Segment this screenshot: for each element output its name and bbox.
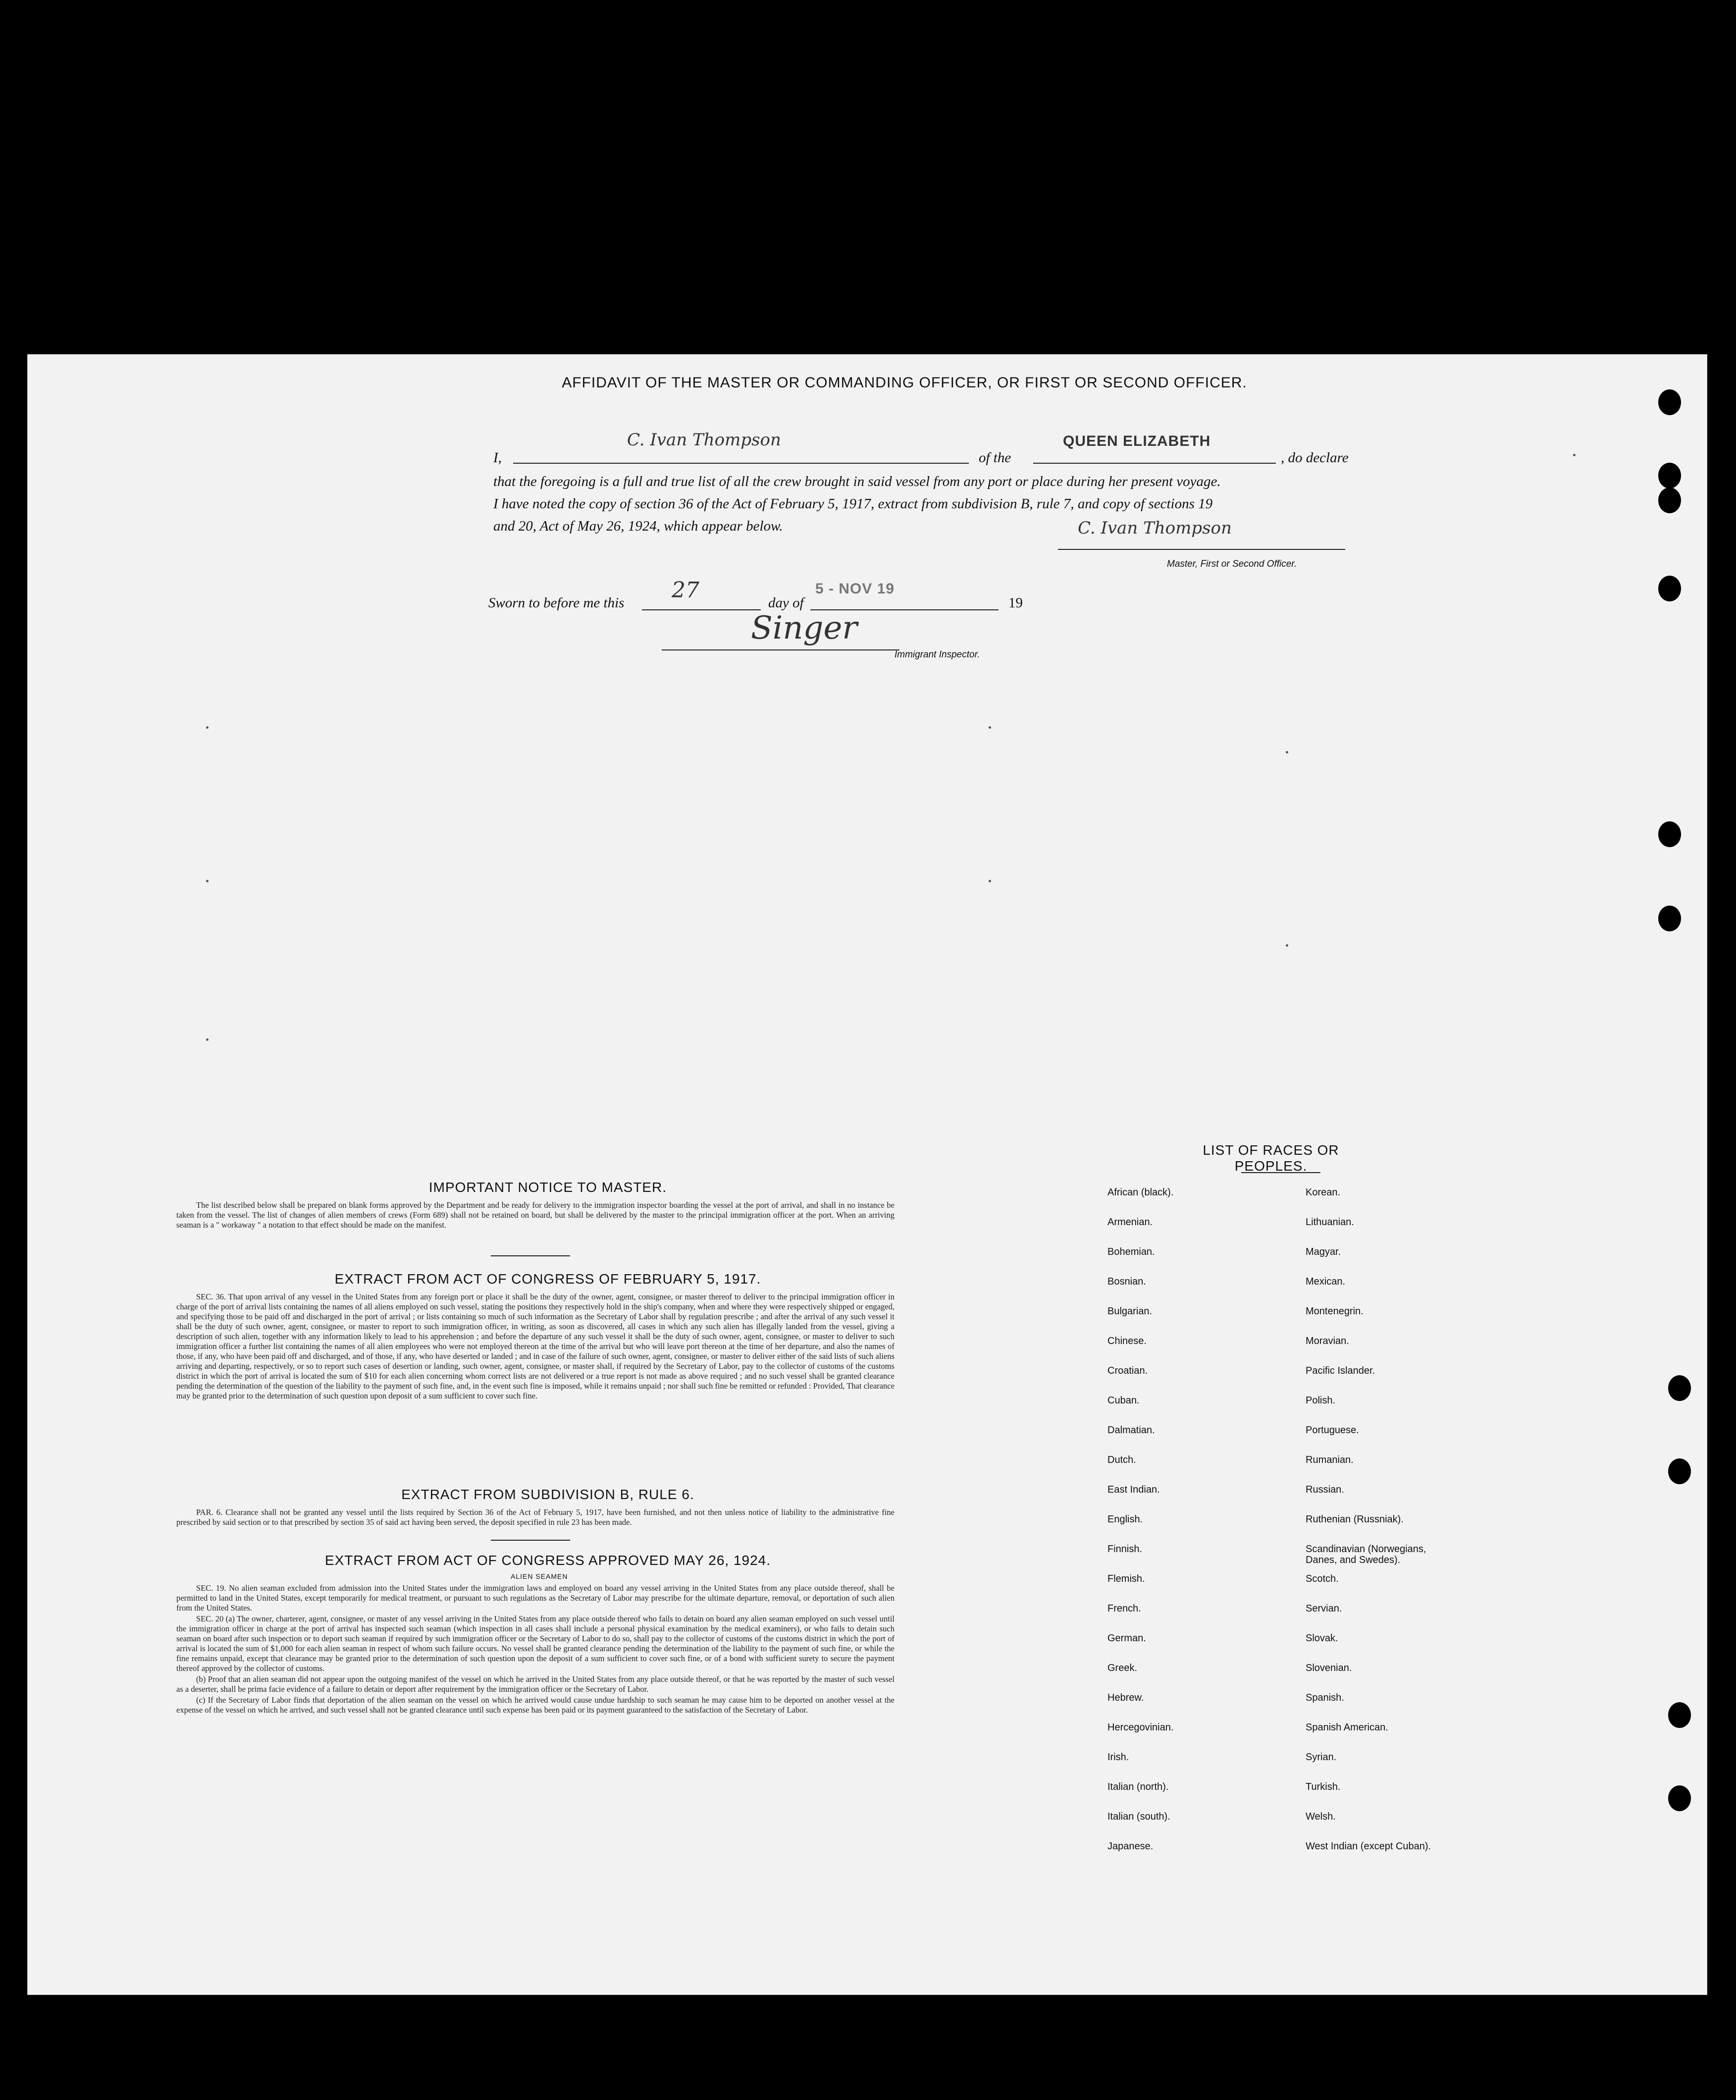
extract-1924-text (176, 1583, 894, 1716)
notice-paragraph: The list described below shall be prepared on blank forms approved by the Department and be ready for delivery to the immigration inspector boarding the vessel at the port of arrival, and shall in no instance be taken from the vessel. The list of changes of alien members of crews (Form 689) shall not be retained on board, but shall be delivered by the master to the principal immigration officer at the port. When an arriving seaman is a " workaway " a notation to that effect should be made on the manifest. (176, 1200, 894, 1230)
race-item: English. (1107, 1514, 1143, 1525)
binder-hole (1668, 1375, 1691, 1401)
race-item: Finnish. (1107, 1544, 1143, 1555)
binder-hole (1668, 1702, 1691, 1728)
binder-hole (1668, 1785, 1691, 1811)
binder-hole (1658, 576, 1681, 601)
sworn-day-line (642, 609, 761, 610)
rule6-text (176, 1508, 894, 1528)
margin-dot (989, 726, 991, 729)
margin-dot (206, 1038, 209, 1041)
race-item: Scotch. (1306, 1573, 1339, 1584)
margin-dot (1573, 454, 1576, 456)
race-item: Japanese. (1107, 1841, 1154, 1852)
race-item: Bosnian. (1107, 1276, 1146, 1287)
race-item: Italian (north). (1107, 1781, 1169, 1792)
affidavit-title: AFFIDAVIT OF THE MASTER OR COMMANDING OFFICER, OR FIRST OR SECOND OFFICER. (562, 375, 1247, 391)
affidavit-line4: and 20, Act of May 26, 1924, which appear below. (493, 518, 783, 534)
race-item: Turkish. (1306, 1781, 1341, 1792)
race-item: Welsh. (1306, 1811, 1336, 1822)
inspector-signature-line (662, 649, 899, 650)
extract-1924-title: EXTRACT FROM ACT OF CONGRESS APPROVED MAY 26, 1924. (324, 1553, 771, 1568)
vessel-name-stamp: QUEEN ELIZABETH (1063, 433, 1211, 449)
binder-hole (1668, 1458, 1691, 1484)
master-signature-line (1058, 549, 1345, 550)
race-item: Croatian. (1107, 1365, 1148, 1376)
races-title: LIST OF RACES OR PEOPLES. (1203, 1142, 1339, 1174)
race-item: Italian (south). (1107, 1811, 1170, 1822)
race-item: Dalmatian. (1107, 1425, 1155, 1436)
binder-hole (1658, 906, 1681, 931)
affidavit-line2: that the foregoing is a full and true list of all the crew brought in said vessel from any port or place during her present voyage. (493, 474, 1221, 489)
notice-title: IMPORTANT NOTICE TO MASTER. (428, 1180, 667, 1195)
race-item: Bulgarian. (1107, 1306, 1153, 1317)
race-item: Lithuanian. (1306, 1217, 1354, 1228)
of-the-label: of the (979, 450, 1011, 466)
race-item: West Indian (except Cuban). (1306, 1841, 1431, 1852)
sworn-day-of: day of (768, 595, 804, 611)
binder-hole (1658, 389, 1681, 415)
binder-hole (1658, 487, 1681, 513)
race-item: Polish. (1306, 1395, 1336, 1406)
margin-dot (1286, 751, 1288, 754)
margin-dot (206, 880, 209, 882)
race-item: Slovenian. (1306, 1663, 1352, 1673)
binder-hole (1658, 821, 1681, 847)
race-item: Flemish. (1107, 1573, 1145, 1584)
races-divider (1241, 1172, 1320, 1173)
race-item: Spanish. (1306, 1692, 1344, 1703)
section-20a-paragraph: SEC. 20 (a) The owner, charterer, agent, consignee, or master of any vessel arriving in the United States from any place outside thereof who fails to detain on board any alien seaman employed on such vessel until the immigration officer in charge at the port of arrival has inspected such seaman (which inspection in all cases shall include a personal physical examination by the medical examiners), or who fails to detain such seaman on board after such inspection or to deport such seaman if required by such immigration officer or the Secretary of Labor to do so, shall pay to the collector of customs of the customs district in which the port of arrival is located the sum of $1,000 for each alien seaman in respect of whom such failure occurs. No vessel shall be granted clearance pending the determination of the liability to the payment of such fine, or while the fine remains unpaid, except that clearance may be granted prior to the determination of such question upon the deposit of a sum sufficient to cover such fine, or of a bond with sufficient surety to secure the payment thereof approved by the collector of customs. (176, 1614, 894, 1673)
affidavit-prefix: I, (493, 450, 502, 466)
race-item: Spanish American. (1306, 1722, 1388, 1733)
document-page (27, 354, 1707, 1995)
rule6-paragraph: PAR. 6. Clearance shall not be granted any vessel until the lists required by Section 36 of the Act of February 5, 1917, have been furnished, and not then unless notice of liability to the administrative fine prescribed by said section or to that prescribed by section 35 of said act having been served, the deposit specified in rule 23 has been made. (176, 1508, 894, 1527)
race-item: East Indian. (1107, 1484, 1160, 1495)
sworn-year: 19 (1008, 595, 1023, 611)
margin-dot (1286, 944, 1288, 947)
affidavit-line3: I have noted the copy of section 36 of the Act of February 5, 1917, extract from subdivision B, rule 7, and copy of sections 19 (493, 496, 1213, 512)
race-item: Portuguese. (1306, 1425, 1359, 1436)
race-item: Syrian. (1306, 1752, 1337, 1763)
sworn-prefix: Sworn to before me this (488, 595, 625, 611)
section-20b-paragraph: (b) Proof that an alien seaman did not appear upon the outgoing manifest of the vessel on which he arrived in the United States from any place outside thereof, or that he was reported by the master of such vessel as a deserter, shall be prima facie evidence of a failure to detain or deport after requirement by the immigration officer or the Secretary of Labor. (176, 1674, 894, 1694)
do-declare-label: , do declare (1281, 450, 1349, 466)
race-item: Greek. (1107, 1663, 1138, 1673)
race-item: Bohemian. (1107, 1246, 1155, 1257)
race-item: Ruthenian (Russniak). (1306, 1514, 1404, 1525)
master-signature: C. Ivan Thompson (1078, 518, 1232, 538)
inspector-signature: Singer (751, 610, 857, 646)
race-item: Montenegrin. (1306, 1306, 1364, 1317)
race-item: Mexican. (1306, 1276, 1346, 1287)
race-item: Moravian. (1306, 1336, 1349, 1346)
race-item: Servian. (1306, 1603, 1342, 1614)
inspector-label: Immigrant Inspector. (894, 649, 980, 660)
race-item: Magyar. (1306, 1246, 1341, 1257)
race-item: French. (1107, 1603, 1141, 1614)
race-item: Pacific Islander. (1306, 1365, 1375, 1376)
master-label: Master, First or Second Officer. (1167, 559, 1297, 569)
rule6-divider (491, 1540, 570, 1541)
section-20c-paragraph: (c) If the Secretary of Labor finds that deportation of the alien seaman on the vessel on which he arrived would cause undue hardship to such seaman he may cause him to be deported on another vessel at the expense of the vessel on which he arrived, and such vessel shall not be granted clearance until such expense has been paid or its payment guaranteed to the satisfaction of the Secretary of Labor. (176, 1695, 894, 1715)
race-item: Hercegovinian. (1107, 1722, 1174, 1733)
race-item: Korean. (1306, 1187, 1341, 1198)
race-item: Dutch. (1107, 1454, 1136, 1465)
race-item: Russian. (1306, 1484, 1344, 1495)
alien-seamen-subtitle: ALIEN SEAMEN (511, 1572, 568, 1580)
binder-hole (1658, 463, 1681, 488)
master-name-line (513, 463, 969, 464)
notice-text (176, 1200, 894, 1231)
section-19-paragraph: SEC. 19. No alien seaman excluded from admission into the United States under the immigration laws and employed on board any vessel arriving in the United States from any place outside thereof, shall be permitted to land in the United States, except temporarily for medical treatment, or pursuant to such regulations as the Secretary of Labor may prescribe for the ultimate departure, removal, or deportation of such alien from the United States. (176, 1583, 894, 1613)
margin-dot (206, 726, 209, 729)
extract-1917-title: EXTRACT FROM ACT OF CONGRESS OF FEBRUARY 5, 1917. (334, 1271, 761, 1287)
master-name-handwritten: C. Ivan Thompson (627, 430, 781, 450)
extract-1917-text (176, 1292, 894, 1402)
race-item: Armenian. (1107, 1217, 1153, 1228)
rule6-title: EXTRACT FROM SUBDIVISION B, RULE 6. (401, 1487, 694, 1502)
section-36-paragraph: SEC. 36. That upon arrival of any vessel in the United States from any foreign port or place it shall be the duty of the owner, agent, consignee, or master thereof to deliver to the principal immigration officer in charge of the port of arrival lists containing the names of all aliens employed on such vessel, stating the positions they respectively hold in the ship's company, when and where they were respectively shipped or engaged, and specifying those to be paid off and discharged in the port of arrival ; or lists containing so much of such information as the Secretary of Labor shall by regulation prescribe ; and after the arrival of any such vessel it shall be the duty of such owner, agent, consignee, or master to report to such immigration officer, in writing, as soon as discovered, all cases in which any such alien has illegally landed from the vessel, giving a description of such alien, together with any information likely to lead to his apprehension ; and before the departure of any such vessel it shall be the duty of such owner, agent, consignee, or master to deliver to such immigration officer a further list containing the names of all alien employees who were not employed thereon at the time of the arrival but who will leave port thereon at the time of her departure, and also the names of those, if any, who have been paid off and discharged, and of those, if any, who have deserted or landed ; and in case of the failure of such owner, agent, consignee, or master to deliver either of the said lists of such aliens arriving and departing, respectively, or so to report such cases of desertion or landing, such owner, agent, consignee, or master shall, if required by the Secretary of Labor, pay to the collector of customs of the customs district in which the port of arrival is located the sum of $10 for each alien concerning whom correct lists are not delivered or a true report is not made as above required ; and no such vessel shall be granted clearance pending the determination of the question of the liability to the payment of such fine, and, in the event such fine is imposed, while it remains unpaid ; nor shall such fine be remitted or refunded : Provided, That clearance may be granted prior to the determination of such question upon deposit of a sum sufficient to cover such fine. (176, 1292, 894, 1400)
race-item: Cuban. (1107, 1395, 1140, 1406)
race-item: African (black). (1107, 1187, 1174, 1198)
race-item: Scandinavian (Norwegians, Danes, and Swedes). (1306, 1544, 1426, 1565)
margin-dot (989, 880, 991, 882)
race-item: Hebrew. (1107, 1692, 1144, 1703)
race-item: German. (1107, 1633, 1146, 1644)
notice-divider (491, 1255, 570, 1256)
date-stamp: 5 - NOV 19 (815, 581, 895, 597)
race-item: Slovak. (1306, 1633, 1338, 1644)
race-item: Irish. (1107, 1752, 1129, 1763)
race-item: Chinese. (1107, 1336, 1147, 1346)
vessel-name-line (1033, 463, 1276, 464)
race-item: Rumanian. (1306, 1454, 1354, 1465)
sworn-day-handwritten: 27 (672, 578, 699, 603)
